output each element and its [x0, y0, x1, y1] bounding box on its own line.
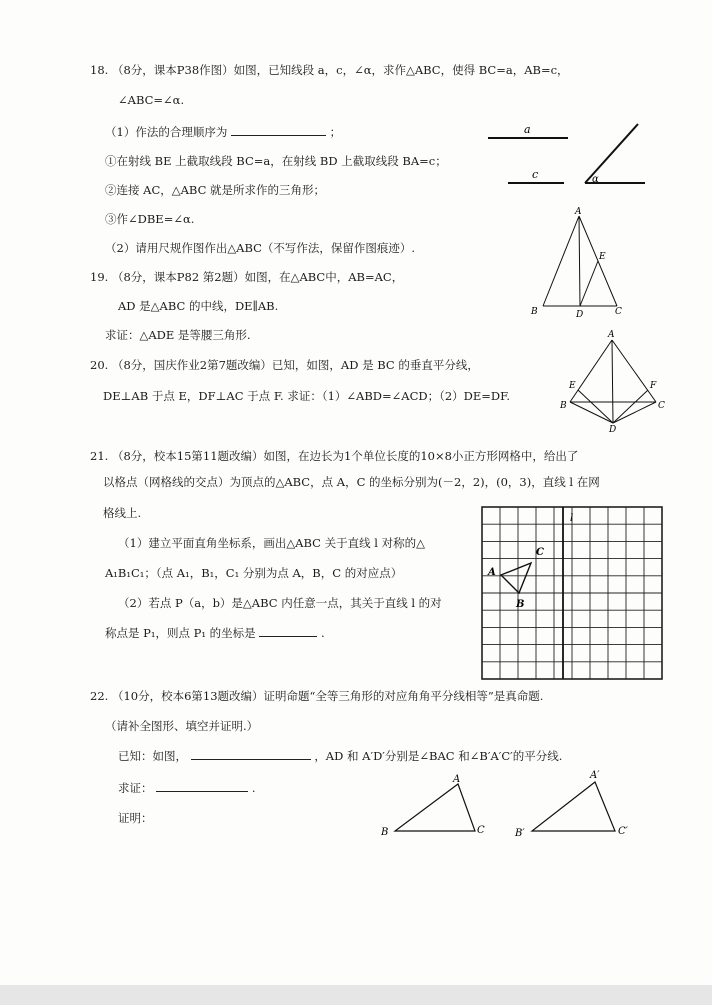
- label-F: F: [650, 381, 657, 391]
- q21-part1b: A₁B₁C₁；（点 A₁，B₁，C₁ 分别为点 A，B，C 的对应点）: [105, 566, 403, 580]
- label-B: B: [531, 307, 538, 317]
- q18-part2: （2）请用尺规作图作出△ABC（不写作法，保留作图痕迹）.: [105, 241, 416, 255]
- triangle-abc: [395, 784, 475, 831]
- q19-line2: AD 是△ABC 的中线，DE∥AB.: [118, 299, 279, 313]
- label-A: A: [453, 774, 461, 785]
- q19-line3: 求证：△ADE 是等腰三角形.: [105, 328, 251, 342]
- label-A2: A′: [590, 770, 600, 781]
- label-B: B: [381, 827, 389, 838]
- q18-title: 18. （8分，课本P38作图）如图，已知线段 a，c，∠α，求作△ABC，使得 BC=a，AB=c，: [90, 63, 569, 77]
- q22-prove-blank[interactable]: [156, 780, 248, 792]
- label-a: a: [524, 123, 531, 136]
- q18-part1-text: （1）作法的合理顺序为: [105, 125, 228, 139]
- label-C2: C′: [618, 826, 628, 837]
- label-C: C: [536, 547, 544, 558]
- q22-prove: [118, 780, 255, 796]
- q20-figure: [560, 328, 670, 434]
- q19-figure: [525, 206, 635, 321]
- q18-step3: ③作∠DBE=∠α.: [105, 212, 195, 226]
- q18-step1: ①在射线 BE 上截取线段 BC=a，在射线 BD 上截取线段 BA=c；: [105, 154, 447, 168]
- q21-line1: 21. （8分，校本15第11题改编）如图，在边长为1个单位长度的10×8小正方形网格中，给出了: [90, 449, 579, 463]
- q21-part1a: （1）建立平面直角坐标系，画出△ABC 关于直线 l 对称的△: [118, 536, 425, 550]
- q18-answer-blank[interactable]: [231, 124, 326, 136]
- q21-part2b: [105, 625, 325, 641]
- q22-line2: （请补全图形、填空并证明.）: [105, 719, 259, 733]
- label-alpha: α: [592, 174, 599, 185]
- label-C: C: [477, 825, 485, 836]
- label-E: E: [569, 381, 576, 391]
- q20-line1: 20. （8分，国庆作业2第7题改编）已知，如图，AD 是 BC 的垂直平分线，: [90, 358, 479, 372]
- label-B: B: [516, 599, 525, 610]
- q18-figure: [480, 118, 670, 193]
- label-B2: B′: [515, 828, 525, 839]
- label-A: A: [575, 207, 582, 217]
- label-A: A: [488, 567, 496, 578]
- q21-line3: 格线上.: [103, 506, 142, 520]
- label-C: C: [658, 401, 665, 411]
- q22-proof: 证明：: [118, 811, 153, 825]
- q18-part1-end: ；: [329, 125, 342, 139]
- q21-grid-figure: [480, 503, 664, 681]
- q21-part2-end: .: [320, 626, 325, 640]
- bottom-band: [0, 985, 712, 1005]
- label-A: A: [608, 330, 615, 340]
- label-D: D: [609, 425, 617, 434]
- q22-given-a: 已知：如图，: [118, 749, 187, 763]
- q18-title-cont: ∠ABC=∠α.: [118, 93, 185, 107]
- q21-part2a: （2）若点 P（a，b）是△ABC 内任意一点，其关于直线 l 的对: [118, 596, 442, 610]
- q22-given-b: ，AD 和 A′D′分别是∠BAC 和∠B′A′C′的平分线.: [314, 749, 563, 763]
- q22-line1: 22. （10分，校本6第13题改编）证明命题“全等三角形的对应角角平分线相等”是真命题.: [90, 689, 544, 703]
- label-E: E: [599, 252, 606, 262]
- label-C: C: [615, 307, 622, 317]
- q21-part2b-text: 称点是 P₁，则点 P₁ 的坐标是: [105, 626, 256, 640]
- label-B: B: [560, 401, 567, 411]
- q22-prove-label: 求证：: [118, 781, 153, 795]
- q22-given-blank[interactable]: [191, 748, 311, 760]
- triangle-a2b2c2: [532, 782, 615, 831]
- q22-given: [118, 748, 562, 764]
- triangle-abc: [501, 563, 531, 593]
- label-l: l: [570, 513, 574, 524]
- q19-line1: 19. （8分，课本P82 第2题）如图，在△ABC中，AB=AC，: [90, 270, 404, 284]
- q22-prove-end: .: [251, 781, 256, 795]
- q18-part1: [105, 124, 341, 140]
- q22-figures: [375, 768, 665, 846]
- label-c: c: [532, 168, 539, 181]
- q21-line2: 以格点（网格线的交点）为顶点的△ABC，点 A，C 的坐标分别为(－2，2)，(0，3)，直线 l 在网: [103, 475, 600, 489]
- q21-answer-blank[interactable]: [259, 625, 317, 637]
- label-D: D: [576, 310, 584, 320]
- q20-line2: DE⊥AB 于点 E，DF⊥AC 于点 F. 求证：（1）∠ABD=∠ACD；（2）DE=DF.: [103, 389, 510, 403]
- q18-step2: ②连接 AC，△ABC 就是所求作的三角形；: [105, 183, 326, 197]
